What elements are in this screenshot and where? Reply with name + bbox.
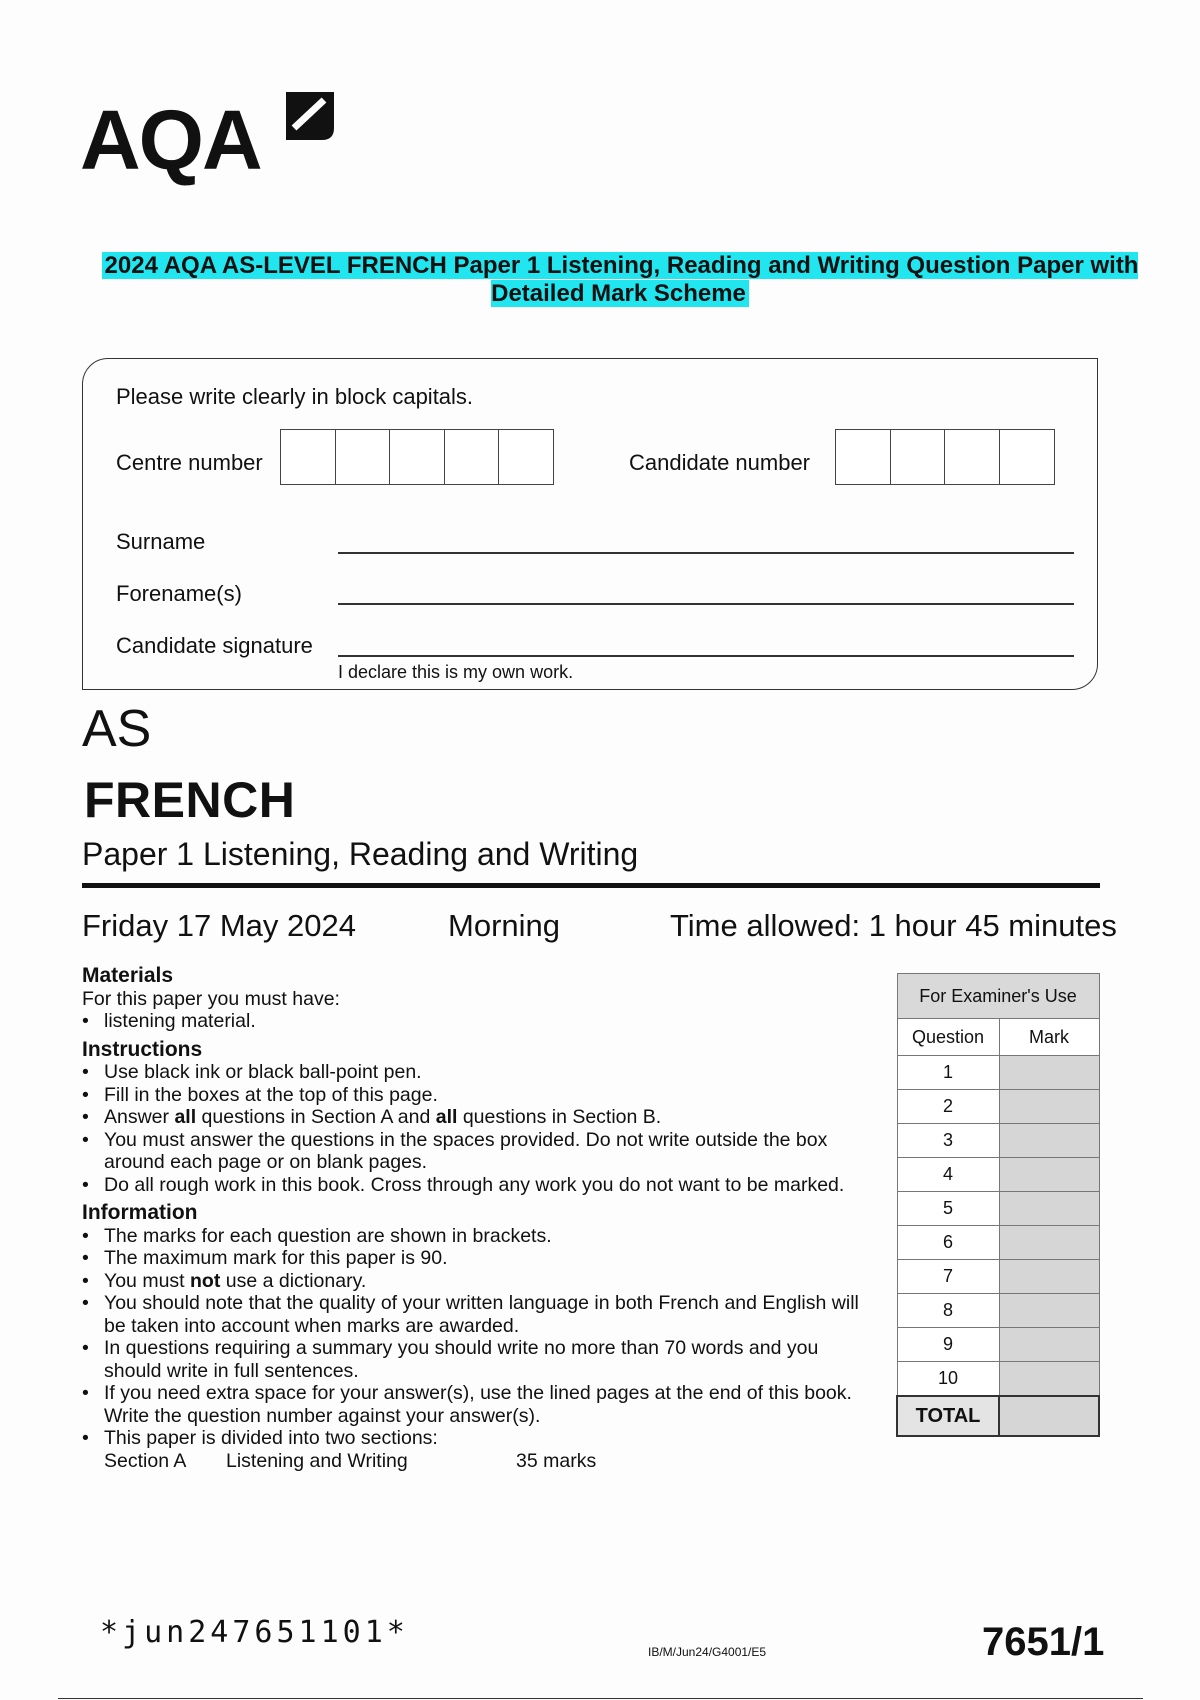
text-run: Answer <box>104 1106 175 1128</box>
candidate-digit-box[interactable] <box>999 429 1055 485</box>
mark-cell <box>999 1192 1099 1226</box>
examiner-table-title: For Examiner's Use <box>897 974 1099 1019</box>
list-item: • The marks for each question are shown in brackets. <box>82 1225 862 1248</box>
document-title <box>80 252 1160 308</box>
materials-heading: Materials <box>82 964 174 987</box>
emphasis-text: not <box>190 1269 221 1292</box>
section-title: Listening and Writing <box>226 1449 408 1472</box>
text-run: use a dictionary. <box>220 1269 367 1292</box>
information-heading: Information <box>82 1201 198 1224</box>
time-allowed: Time allowed: 1 hour 45 minutes <box>670 908 1117 943</box>
question-number: 5 <box>897 1192 999 1226</box>
forenames-line[interactable] <box>338 603 1074 605</box>
candidate-details-box <box>82 358 1098 690</box>
centre-digit-box[interactable] <box>389 429 445 485</box>
qualification-level: AS <box>82 700 152 758</box>
question-number: 6 <box>897 1226 999 1260</box>
surname-line[interactable] <box>338 552 1074 554</box>
signature-label: Candidate signature <box>116 633 313 658</box>
subject-title: FRENCH <box>84 772 296 828</box>
list-item: • Fill in the boxes at the top of this page. <box>82 1084 862 1107</box>
centre-digit-box[interactable] <box>498 429 554 485</box>
header-rule <box>82 883 1100 888</box>
centre-number-label: Centre number <box>116 450 263 475</box>
list-item <box>82 1270 862 1293</box>
declaration-text: I declare this is my own work. <box>338 662 574 682</box>
materials-list <box>82 1010 862 1033</box>
question-number: 10 <box>897 1362 999 1397</box>
question-number: 7 <box>897 1260 999 1294</box>
table-row <box>897 1362 1099 1397</box>
question-number: 2 <box>897 1090 999 1124</box>
list-item: • In questions requiring a summary you should write no more than 70 words and you should write in full sentences. <box>82 1337 862 1382</box>
section-marks: 35 marks <box>516 1449 597 1472</box>
exam-date: Friday 17 May 2024 <box>82 908 356 943</box>
logo-text: AQA <box>80 93 261 187</box>
text-run: questions in Section A and <box>196 1106 436 1128</box>
mark-cell <box>999 1226 1099 1260</box>
paper-code: 7651/1 <box>982 1620 1105 1664</box>
mark-cell <box>999 1328 1099 1362</box>
mark-column-header: Mark <box>999 1019 1099 1056</box>
mark-cell <box>999 1090 1099 1124</box>
list-item: • This paper is divided into two sections: <box>82 1427 862 1450</box>
table-row <box>897 1056 1099 1090</box>
mark-cell <box>999 1294 1099 1328</box>
list-item: • You should note that the quality of your written language in both French and English will be taken into account when marks are awarded. <box>82 1292 862 1337</box>
centre-digit-box[interactable] <box>444 429 500 485</box>
candidate-number-label: Candidate number <box>629 450 811 475</box>
candidate-number-boxes <box>835 429 1053 485</box>
surname-label: Surname <box>116 529 206 554</box>
list-item: • Do all rough work in this book. Cross through any work you do not want to be marked. <box>82 1174 862 1197</box>
materials-intro: For this paper you must have: <box>82 987 340 1010</box>
total-label: TOTAL <box>897 1396 999 1436</box>
candidate-digit-box[interactable] <box>890 429 946 485</box>
information-list <box>82 1225 862 1450</box>
table-row <box>897 1226 1099 1260</box>
barcode-text: *jun247651101* <box>100 1615 409 1650</box>
document-title-text: 2024 AQA AS-LEVEL FRENCH Paper 1 Listening, Reading and Writing Question Paper with Detailed Mark Scheme <box>102 252 1139 307</box>
table-row <box>897 1260 1099 1294</box>
mark-cell <box>999 1124 1099 1158</box>
question-number: 1 <box>897 1056 999 1090</box>
mark-cell <box>999 1158 1099 1192</box>
question-column-header: Question <box>897 1019 999 1056</box>
instructions-list <box>82 1061 862 1196</box>
centre-digit-box[interactable] <box>280 429 336 485</box>
list-item: • listening material. <box>82 1010 862 1033</box>
table-row <box>897 1328 1099 1362</box>
instructions-heading: Instructions <box>82 1037 203 1061</box>
question-number: 9 <box>897 1328 999 1362</box>
list-item: • You must answer the questions in the spaces provided. Do not write outside the box around each page or on blank pages. <box>82 1129 862 1174</box>
aqa-logo <box>80 88 350 188</box>
table-row <box>897 1294 1099 1328</box>
table-row <box>897 1124 1099 1158</box>
signature-line[interactable] <box>338 655 1074 657</box>
forenames-label: Forename(s) <box>116 581 242 606</box>
table-row <box>897 1192 1099 1226</box>
emphasis-text: all <box>174 1106 197 1128</box>
exam-session: Morning <box>448 908 560 943</box>
text-run: You must <box>104 1269 190 1292</box>
emphasis-text: all <box>435 1106 458 1128</box>
list-item: • The maximum mark for this paper is 90. <box>82 1247 862 1270</box>
section-a-row <box>82 1450 862 1473</box>
footer-rule <box>58 1698 1143 1699</box>
exam-information <box>82 963 862 1472</box>
logo-flag-icon <box>280 88 340 148</box>
total-row <box>897 1396 1099 1436</box>
centre-number-boxes <box>280 429 553 485</box>
block-capitals-instruction: Please write clearly in block capitals. <box>116 384 474 409</box>
question-number: 8 <box>897 1294 999 1328</box>
reference-code: IB/M/Jun24/G4001/E5 <box>648 1645 767 1659</box>
candidate-digit-box[interactable] <box>944 429 1000 485</box>
text-run: questions in Section B. <box>457 1106 662 1128</box>
mark-cell <box>999 1362 1099 1397</box>
candidate-digit-box[interactable] <box>835 429 891 485</box>
total-mark-cell <box>999 1396 1099 1436</box>
question-number: 3 <box>897 1124 999 1158</box>
question-number: 4 <box>897 1158 999 1192</box>
mark-cell <box>999 1260 1099 1294</box>
table-row <box>897 1090 1099 1124</box>
examiner-use-table <box>896 973 1100 1437</box>
list-item <box>82 1106 862 1129</box>
paper-title: Paper 1 Listening, Reading and Writing <box>82 836 639 872</box>
table-row <box>897 1158 1099 1192</box>
list-item: • If you need extra space for your answer(s), use the lined pages at the end of this book. Write the question number against your answer(s). <box>82 1382 862 1427</box>
list-item: • Use black ink or black ball-point pen. <box>82 1061 862 1084</box>
mark-cell <box>999 1056 1099 1090</box>
section-name: Section A <box>104 1449 187 1472</box>
centre-digit-box[interactable] <box>335 429 391 485</box>
